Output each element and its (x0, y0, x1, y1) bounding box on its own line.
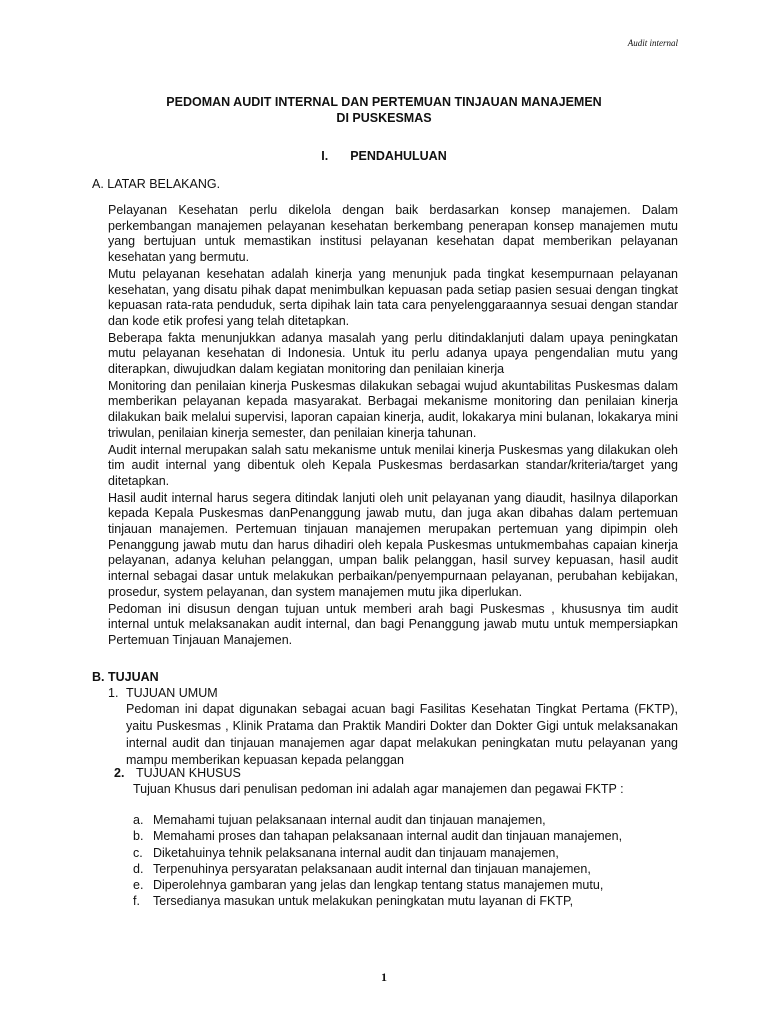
paragraph: Monitoring dan penilaian kinerja Puskesmas dilakukan sebagai wujud akuntabilitas Puskesmas dalam memberikan pelayanan kepada masyarakat. Berbagai mekanisme monitoring dan penilaian kinerja dilakukan baik melalui supervisi, laporan capaian kinerja, audit, lokakarya mini bulanan, lokakarya mini triwulan, penilaian kinerja semester, dan penilaian kinerja tahunan. (108, 378, 678, 440)
subsection-number: 2. (114, 766, 125, 780)
section-a-heading: A. LATAR BELAKANG. (92, 177, 221, 191)
subsection-2-heading (114, 766, 241, 780)
list-item (133, 861, 678, 877)
list-marker: b. (133, 829, 144, 844)
paragraph: Pelayanan Kesehatan perlu dikelola dengan baik berdasarkan konsep manajemen. Dalam perkembangan manajemen pelayanan kesehatan berkembang penerapan konsep manajemen mutu yang bertujuan untuk memastikan institusi pelayanan kesehatan dapat memberikan pelayanan kesehatan yang bermutu. (108, 203, 678, 265)
running-header: Audit internal (627, 38, 678, 48)
document-title (92, 94, 676, 126)
list-text: Memahami proses dan tahapan pelaksanaan internal audit dan tinjauan manajemen, (153, 829, 623, 844)
chapter-title: PENDAHULUAN (350, 149, 447, 163)
subsection-title: TUJUAN KHUSUS (136, 766, 241, 780)
list-item (133, 828, 678, 844)
section-b-heading: B. TUJUAN (92, 670, 159, 684)
list-item (133, 877, 678, 893)
background-paragraphs (108, 203, 678, 650)
list-text: Memahami tujuan pelaksanaan internal audit dan tinjauan manajemen, (153, 813, 546, 827)
chapter-heading (92, 149, 676, 163)
paragraph: Beberapa fakta menunjukkan adanya masalah yang perlu ditindaklanjuti dalam upaya peningkatan mutu pelayanan kesehatan di Indonesia. Untuk itu perlu adanya upaya pengendalian mutu yang diterapkan, diwujudkan dalam kegiatan monitoring dan penilaian kinerja (108, 330, 678, 377)
list-item (133, 893, 678, 909)
list-text: Diperolehnya gambaran yang jelas dan lengkap tentang status manajemen mutu, (153, 878, 604, 893)
paragraph: Hasil audit internal harus segera ditindak lanjuti oleh unit pelayanan yang diaudit, hasilnya dilaporkan kepada Kepala Puskesmas danPenanggung jawab mutu, dan juga akan dibahas dalam pertemuan tinjauan manajemen. Pertemuan tinjauan manajemen merupakan pertemuan yang dipimpin oleh Penanggung jawab mutu dan harus dihadiri oleh kepala Puskesmas untukmembahas capaian kinerja pelayanan, adanya keluhan pelanggan, umpan balik pelanggan, hasil survey kepuasan, hasil audit internal sebagai dasar untuk melakukan perbaikan/penyempurnaan pelayanan, perubahan kebijakan, prosedur, system pelayanan, dan system manajemen mutu jika diperlukan. (108, 490, 678, 599)
paragraph: Mutu pelayanan kesehatan adalah kinerja yang menunjuk pada tingkat kesempurnaan pelayanan kesehatan, yang disatu pihak dapat menimbulkan kepuasan pada setiap pasien sesuai dengan tingkat kepuasan rata-rata penduduk, serta dipihak lain tata cara penyelenggaraannya sesuai dengan standar dan kode etik profesi yang telah ditetapkan. (108, 266, 678, 328)
list-marker: e. (133, 878, 144, 893)
objectives-list (133, 812, 678, 910)
list-text: Diketahuinya tehnik pelaksanana internal audit dan tinjauam manajemen, (153, 845, 559, 860)
subsection-title: TUJUAN UMUM (126, 686, 218, 700)
paragraph: Audit internal merupakan salah satu mekanisme untuk menilai kinerja Puskesmas yang dilakukan oleh tim audit internal yang dibentuk oleh Kepala Puskesmas berdasarkan standar/kriteria/target yang ditetapkan. (108, 442, 678, 488)
list-marker: c. (133, 845, 143, 860)
paragraph: Pedoman ini disusun dengan tujuan untuk memberi arah bagi Puskesmas , khususnya tim audit internal untuk melaksanakan audit internal, dan bagi Penanggung jawab mutu untuk mempersiapkan Pertemuan Tinjauan Manajemen. (108, 601, 678, 647)
subsection-2-text: Tujuan Khusus dari penulisan pedoman ini adalah agar manajemen dan pegawai FKTP : (133, 782, 624, 796)
title-line-2: DI PUSKESMAS (336, 111, 432, 125)
subsection-number: 1. (108, 686, 119, 700)
list-text: Tersedianya masukan untuk melakukan peningkatan mutu layanan di FKTP, (153, 894, 574, 909)
list-text: Terpenuhinya persyaratan pelaksanaan audit internal dan tinjauan manajemen, (153, 861, 591, 876)
list-marker: f. (133, 894, 140, 909)
list-marker: a. (133, 813, 144, 827)
subsection-1-heading (108, 686, 218, 700)
chapter-number: I. (321, 149, 329, 163)
subsection-1-text: Pedoman ini dapat digunakan sebagai acuan bagi Fasilitas Kesehatan Tingkat Pertama (FKTP), yaitu Puskesmas , Klinik Pratama dan Praktik Mandiri Dokter dan Dokter Gigi untuk melaksanakan internal audit dan tinjauan manajemen agar dapat melakukan peningkatan mutu pelayanan yang mampu memberikan kepuasan kepada pelanggan (126, 702, 678, 767)
list-item (133, 845, 678, 861)
list-marker: d. (133, 861, 144, 876)
list-item (133, 812, 678, 828)
title-line-1: PEDOMAN AUDIT INTERNAL DAN PERTEMUAN TINJAUAN MANAJEMEN (166, 95, 602, 109)
page-number: 1 (381, 970, 387, 984)
